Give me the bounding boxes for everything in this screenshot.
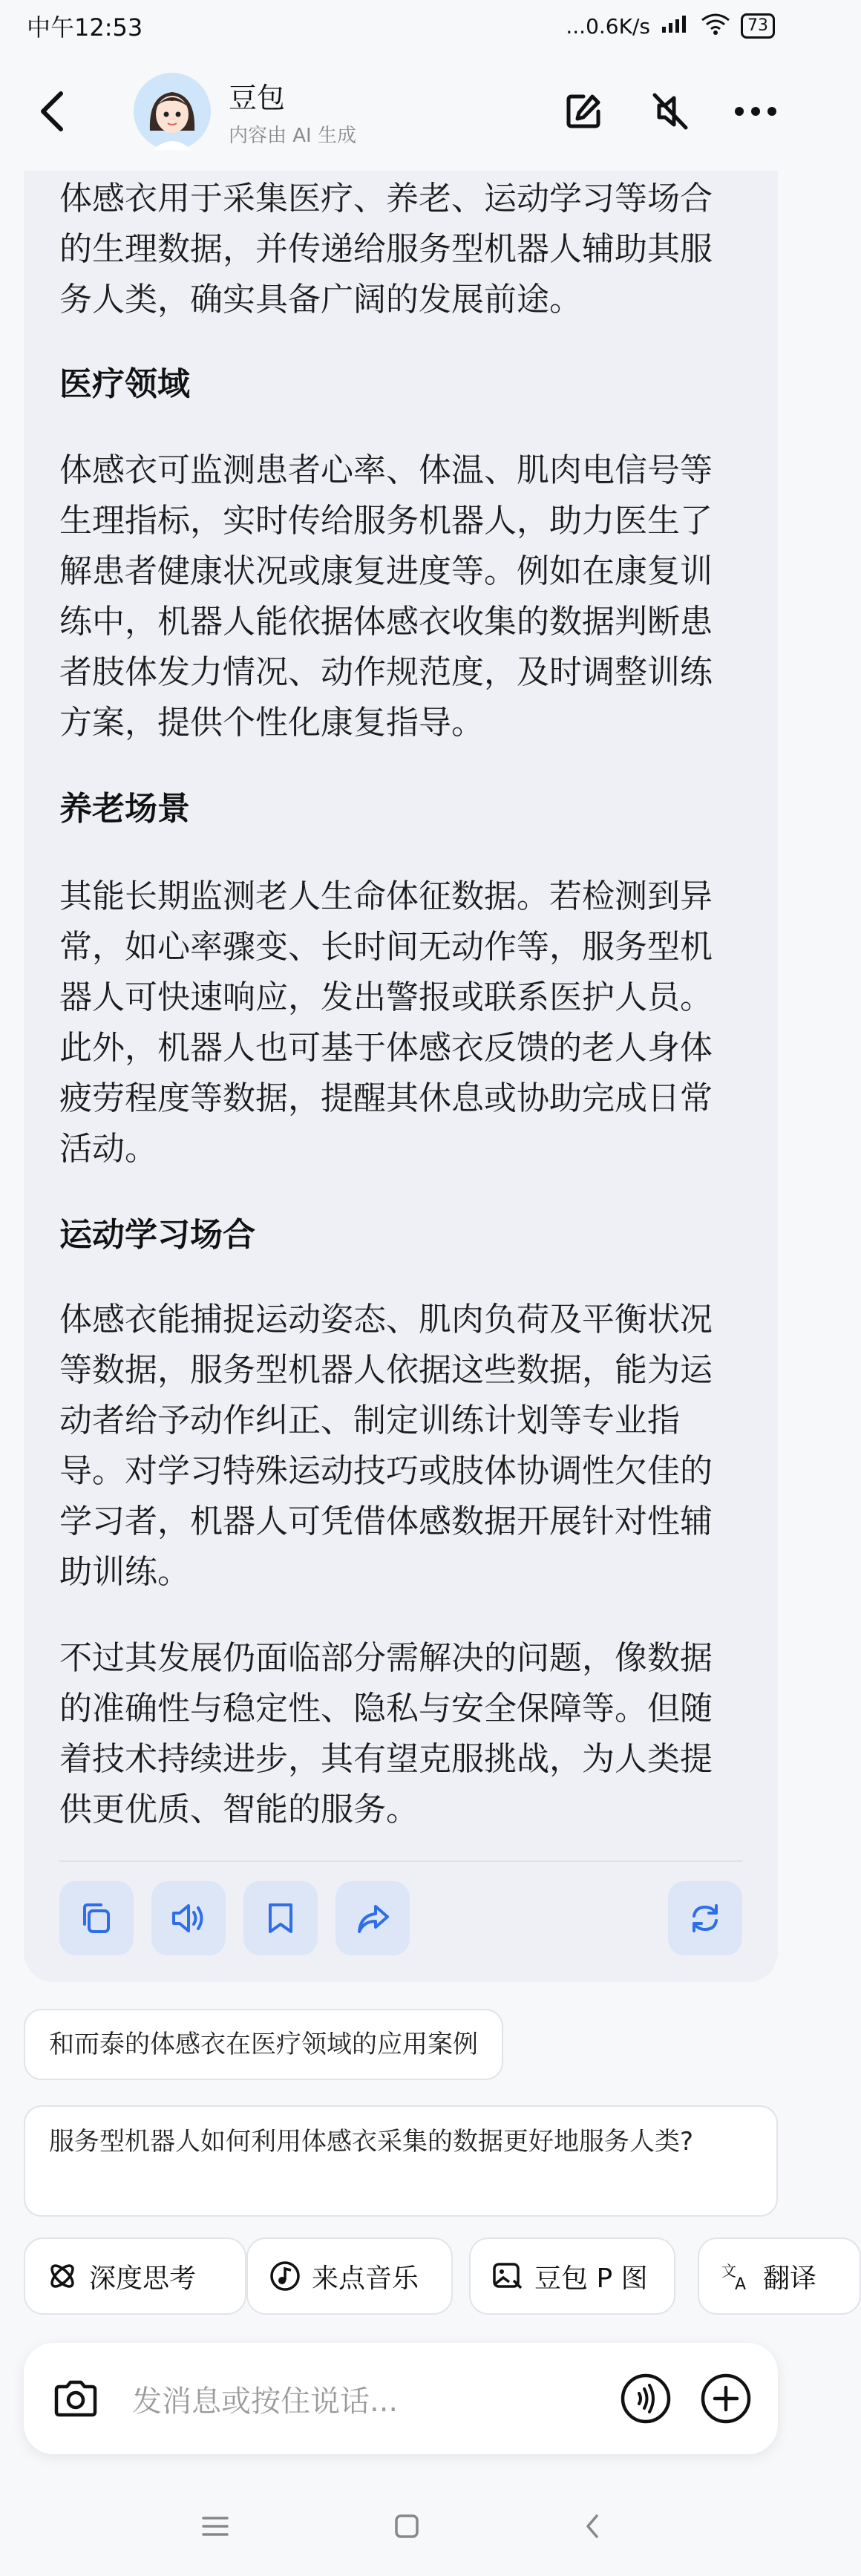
- regenerate-button[interactable]: [668, 1881, 742, 1955]
- read-aloud-button[interactable]: [151, 1881, 226, 1955]
- share-button[interactable]: [335, 1881, 410, 1955]
- section-heading: 医疗领域: [59, 365, 190, 403]
- tool-label: 来点音乐: [312, 2263, 419, 2294]
- music-icon: [269, 2260, 301, 2292]
- voice-icon: [620, 2373, 672, 2425]
- speaker-icon: [169, 1900, 208, 1936]
- refresh-icon: [687, 1900, 724, 1937]
- tool-image-edit[interactable]: [469, 2237, 675, 2315]
- tool-label: 翻译: [763, 2263, 817, 2294]
- avatar[interactable]: [134, 73, 211, 150]
- status-bar: [0, 0, 802, 52]
- header-actions: [560, 88, 779, 135]
- image-edit-icon: [491, 2260, 524, 2292]
- message-paragraph: 体感衣能捕捉运动姿态、肌肉负荷及平衡状况等数据，服务型机器人依据这些数据，能为运动者给予动作纠正、制定训练计划等专业指导。对学习特殊运动技巧或肢体协调性欠佳的学习者，机器人可凭借体感数据开展针对性辅助训练。: [59, 1301, 713, 1591]
- svg-text:文: 文: [721, 2262, 736, 2280]
- mute-button[interactable]: [646, 88, 693, 135]
- camera-button[interactable]: [46, 2369, 105, 2428]
- wifi-icon: [701, 13, 730, 40]
- voice-button[interactable]: [616, 2369, 675, 2428]
- message-actions: [59, 1881, 742, 1963]
- more-button[interactable]: [732, 88, 779, 135]
- home-square-icon: [393, 2513, 420, 2540]
- tool-translate[interactable]: [698, 2237, 861, 2315]
- tool-bar: [24, 2237, 817, 2315]
- edit-icon: [563, 91, 604, 132]
- title-block: [229, 75, 356, 148]
- message-input[interactable]: 发消息或按住说话...: [132, 2384, 399, 2419]
- suggestion-chip[interactable]: 服务型机器人如何利用体感衣采集的数据更好地服务人类?: [24, 2105, 778, 2217]
- copy-icon: [79, 1900, 114, 1936]
- menu-icon: [200, 2514, 230, 2539]
- chevron-left-icon: [583, 2513, 601, 2540]
- share-icon: [355, 1900, 390, 1936]
- tool-music[interactable]: [246, 2237, 453, 2315]
- assistant-message: [24, 171, 778, 1982]
- chat-title: 豆包: [229, 82, 286, 114]
- copy-button[interactable]: [59, 1881, 134, 1955]
- message-paragraph: 不过其发展仍面临部分需解决的问题，像数据的准确性与稳定性、隐私与安全保障等。但随着技术持续进步，其有望克服挑战，为人类提供更优质、智能的服务。: [59, 1639, 713, 1828]
- back-button[interactable]: [22, 82, 82, 141]
- edit-button[interactable]: [560, 88, 607, 135]
- status-indicators: [566, 13, 775, 40]
- section-heading: 养老场景: [59, 790, 190, 828]
- speaker-muted-icon: [649, 91, 690, 132]
- network-speed: ...0.6K/s: [566, 13, 650, 39]
- bookmark-icon: [264, 1900, 297, 1936]
- atom-icon: [46, 2260, 79, 2292]
- tool-label: 深度思考: [89, 2263, 197, 2294]
- battery-indicator: 73: [741, 13, 775, 39]
- svg-text:A: A: [735, 2275, 747, 2294]
- plus-circle-icon: [700, 2373, 752, 2425]
- message-paragraph: 其能长期监测老人生命体征数据。若检测到异常，如心率骤变、长时间无动作等，服务型机器人可快速响应，发出警报或联系医护人员。此外，机器人也可基于体感衣反馈的老人身体疲劳程度等数据，提醒其休息或协助完成日常活动。: [59, 877, 713, 1168]
- camera-icon: [52, 2378, 99, 2419]
- status-time: 中午12:53: [27, 13, 143, 42]
- menu-nav-button[interactable]: [200, 2514, 230, 2542]
- more-icon: [733, 105, 778, 117]
- chat-header: [0, 52, 802, 171]
- message-input-bar: [24, 2343, 778, 2454]
- tool-label: 豆包 P 图: [534, 2263, 648, 2294]
- back-nav-button[interactable]: [583, 2513, 601, 2543]
- add-button[interactable]: [696, 2369, 756, 2428]
- system-nav-bar: [0, 2479, 802, 2576]
- section-heading: 运动学习场合: [59, 1216, 255, 1254]
- tool-deep-think[interactable]: [24, 2237, 246, 2315]
- bookmark-button[interactable]: [243, 1881, 318, 1955]
- home-nav-button[interactable]: [393, 2513, 420, 2543]
- chevron-left-icon: [37, 91, 67, 132]
- divider: [59, 1860, 742, 1862]
- signal-icon: [661, 13, 690, 39]
- translate-icon: [720, 2260, 753, 2292]
- suggestion-chip[interactable]: 和而泰的体感衣在医疗领域的应用案例: [24, 2009, 503, 2080]
- chat-subtitle: 内容由 AI 生成: [229, 125, 356, 147]
- message-paragraph: 体感衣用于采集医疗、养老、运动学习等场合的生理数据，并传递给服务型机器人辅助其服务人类，确实具备广阔的发展前途。: [59, 180, 713, 318]
- message-paragraph: 体感衣可监测患者心率、体温、肌肉电信号等生理指标，实时传给服务机器人，助力医生了解患者健康状况或康复进度等。例如在康复训练中，机器人能依据体感衣收集的数据判断患者肢体发力情况、动作规范度，及时调整训练方案，提供个性化康复指导。: [59, 451, 713, 742]
